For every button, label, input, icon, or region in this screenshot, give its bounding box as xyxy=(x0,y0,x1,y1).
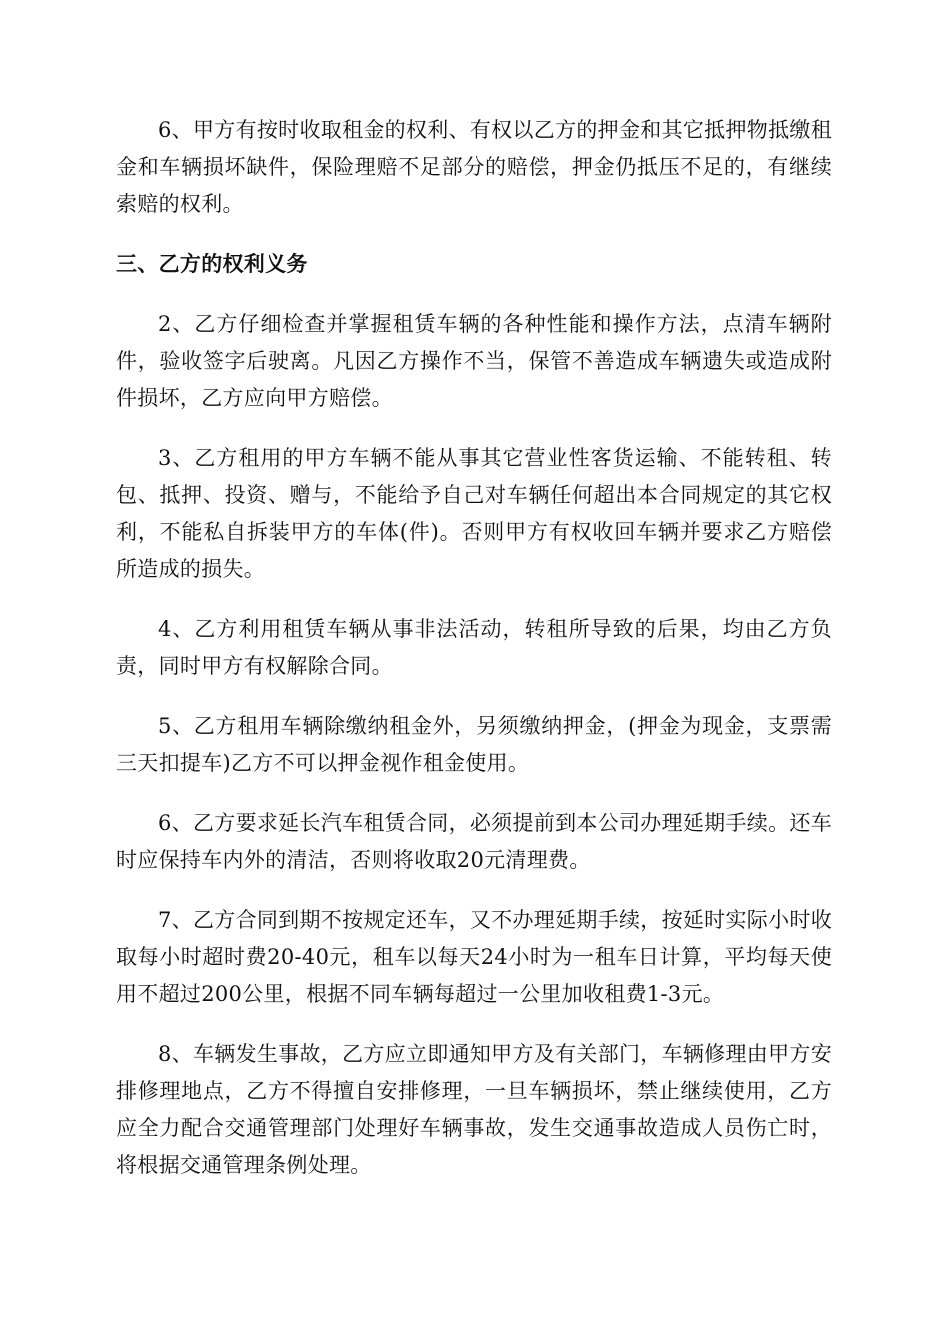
clause-party-b-4: 4、乙方利用租赁车辆从事非法活动，转租所导致的后果，均由乙方负责，同时甲方有权解除合同。 xyxy=(116,617,832,678)
clause-party-b-5: 5、乙方租用车辆除缴纳租金外，另须缴纳押金，(押金为现金，支票需三天扣提车)乙方不可以押金视作租金使用。 xyxy=(116,714,832,775)
clause-party-b-8: 8、车辆发生事故，乙方应立即通知甲方及有关部门，车辆修理由甲方安排修理地点，乙方不得擅自安排修理，一旦车辆损坏，禁止继续使用，乙方应全力配合交通管理部门处理好车辆事故，发生交通事故造成人员伤亡时，将根据交通管理条例处理。 xyxy=(116,1042,832,1177)
clause-party-b-2: 2、乙方仔细检查并掌握租赁车辆的各种性能和操作方法，点清车辆附件，验收签字后驶离。凡因乙方操作不当，保管不善造成车辆遗失或造成附件损坏，乙方应向甲方赔偿。 xyxy=(116,312,832,410)
clause-party-b-7: 7、乙方合同到期不按规定还车，又不办理延期手续，按延时实际小时收取每小时超时费20-40元，租车以每天24小时为一租车日计算，平均每天使用不超过200公里，根据不同车辆每超过一公里加收租费1-3元。 xyxy=(116,908,832,1006)
clause-party-b-3: 3、乙方租用的甲方车辆不能从事其它营业性客货运输、不能转租、转包、抵押、投资、赠与，不能给予自己对车辆任何超出本合同规定的其它权利，不能私自拆装甲方的车体(件)。否则甲方有权收回车辆并要求乙方赔偿所造成的损失。 xyxy=(116,446,832,581)
section-heading-party-b: 三、乙方的权利义务 xyxy=(116,252,308,276)
clause-party-a-6: 6、甲方有按时收取租金的权利、有权以乙方的押金和其它抵押物抵缴租金和车辆损坏缺件，保险理赔不足部分的赔偿，押金仍抵压不足的，有继续索赔的权利。 xyxy=(116,118,832,216)
clause-party-b-6: 6、乙方要求延长汽车租赁合同，必须提前到本公司办理延期手续。还车时应保持车内外的清洁，否则将收取20元清理费。 xyxy=(116,811,832,872)
